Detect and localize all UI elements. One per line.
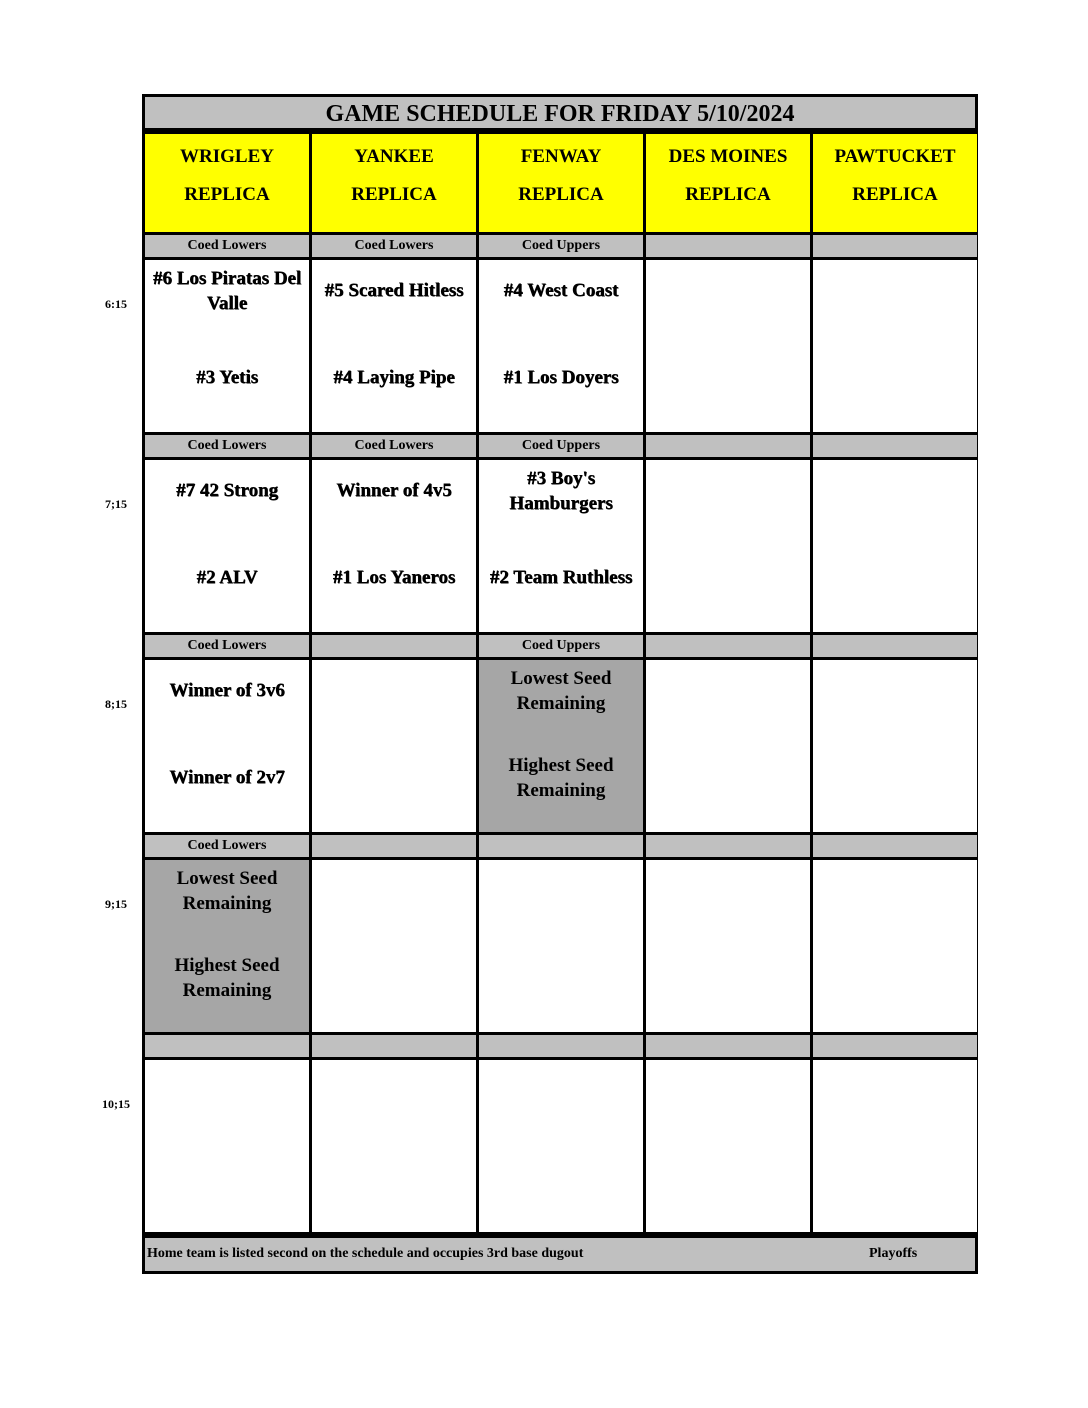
- division-label: [813, 835, 977, 857]
- home-team: #2 Team Ruthless: [489, 567, 633, 588]
- game-cell: [145, 860, 309, 1032]
- time-label: 8;15: [105, 697, 127, 711]
- field-subtitle: REPLICA: [518, 184, 604, 205]
- footer-bar: [145, 1238, 975, 1271]
- game-cell: [646, 860, 810, 1032]
- game-cell: [312, 460, 476, 632]
- division-label: [646, 835, 810, 857]
- game-cell: [813, 860, 977, 1032]
- field-name: YANKEE: [354, 146, 434, 167]
- division-label: [479, 1035, 643, 1057]
- footer-status: Playoffs: [869, 1246, 918, 1261]
- away-team: #5 Scared Hitless: [324, 280, 464, 301]
- division-label: [312, 635, 476, 657]
- home-team: #1 Los Yaneros: [332, 567, 456, 588]
- game-cell: [646, 1060, 810, 1232]
- field-header: [145, 134, 309, 232]
- division-label: Coed Uppers: [479, 235, 643, 257]
- away-team: Winner of 4v5: [336, 480, 452, 501]
- home-team: #1 Los Doyers: [503, 367, 619, 388]
- game-cell: [312, 260, 476, 432]
- time-label: 9;15: [105, 897, 127, 911]
- field-name: PAWTUCKET: [834, 146, 956, 167]
- division-label: [312, 1035, 476, 1057]
- division-label: [479, 835, 643, 857]
- game-cell: [479, 1060, 643, 1232]
- field-header: [312, 134, 476, 232]
- division-label: Coed Lowers: [312, 435, 476, 457]
- field-header: [646, 134, 810, 232]
- away-team: Lowest Seed Remaining: [510, 668, 612, 714]
- division-label: Coed Lowers: [145, 235, 309, 257]
- game-cell: [646, 460, 810, 632]
- away-team: Winner of 3v6: [169, 680, 285, 701]
- game-cell: [813, 260, 977, 432]
- away-team: Lowest Seed Remaining: [176, 868, 278, 914]
- game-cell: [646, 260, 810, 432]
- field-header: [813, 134, 977, 232]
- division-label: Coed Lowers: [312, 235, 476, 257]
- home-team: #3 Yetis: [195, 367, 259, 388]
- game-cell: [479, 460, 643, 632]
- footer-note: Home team is listed second on the schedule and occupies 3rd base dugout: [147, 1246, 584, 1261]
- division-label: [646, 635, 810, 657]
- game-cell: [312, 860, 476, 1032]
- field-name: DES MOINES: [668, 146, 788, 167]
- home-team: #2 ALV: [196, 567, 258, 588]
- division-label: Coed Lowers: [145, 635, 309, 657]
- game-cell: [145, 660, 309, 832]
- division-label: Coed Lowers: [145, 435, 309, 457]
- division-label: [813, 1035, 977, 1057]
- game-cell: [145, 260, 309, 432]
- away-team: #3 Boy's Hamburgers: [509, 468, 613, 514]
- division-label: Coed Lowers: [145, 835, 309, 857]
- division-label: [646, 235, 810, 257]
- game-cell: [479, 260, 643, 432]
- schedule-table: [142, 94, 978, 1274]
- game-cell: [813, 1060, 977, 1232]
- game-cell: [312, 660, 476, 832]
- division-label: [312, 835, 476, 857]
- game-cell: [479, 660, 643, 832]
- home-team: Highest Seed Remaining: [174, 955, 280, 1001]
- field-header: [479, 134, 643, 232]
- time-label: 10;15: [102, 1097, 130, 1111]
- field-name: FENWAY: [520, 146, 602, 167]
- game-cell: [813, 660, 977, 832]
- home-team: Highest Seed Remaining: [508, 755, 614, 801]
- division-label: [145, 1035, 309, 1057]
- game-cell: [145, 1060, 309, 1232]
- field-subtitle: REPLICA: [184, 184, 270, 205]
- division-label: Coed Uppers: [479, 435, 643, 457]
- field-subtitle: REPLICA: [685, 184, 771, 205]
- time-label: 6:15: [105, 297, 127, 311]
- field-subtitle: REPLICA: [351, 184, 437, 205]
- game-cell: [312, 1060, 476, 1232]
- game-cell: [646, 660, 810, 832]
- field-name: WRIGLEY: [180, 146, 274, 167]
- division-label: [813, 435, 977, 457]
- page-title: GAME SCHEDULE FOR FRIDAY 5/10/2024: [145, 97, 975, 131]
- time-label: 7;15: [105, 497, 127, 511]
- division-label: [813, 635, 977, 657]
- division-label: [646, 435, 810, 457]
- home-team: #4 Laying Pipe: [333, 367, 455, 388]
- away-team: #6 Los Piratas Del Valle: [152, 268, 302, 314]
- field-subtitle: REPLICA: [852, 184, 938, 205]
- game-cell: [813, 460, 977, 632]
- division-label: [646, 1035, 810, 1057]
- game-cell: [479, 860, 643, 1032]
- division-label: Coed Uppers: [479, 635, 643, 657]
- game-cell: [145, 460, 309, 632]
- away-team: #7 42 Strong: [175, 480, 279, 501]
- away-team: #4 West Coast: [503, 280, 619, 301]
- division-label: [813, 235, 977, 257]
- home-team: Winner of 2v7: [169, 767, 285, 788]
